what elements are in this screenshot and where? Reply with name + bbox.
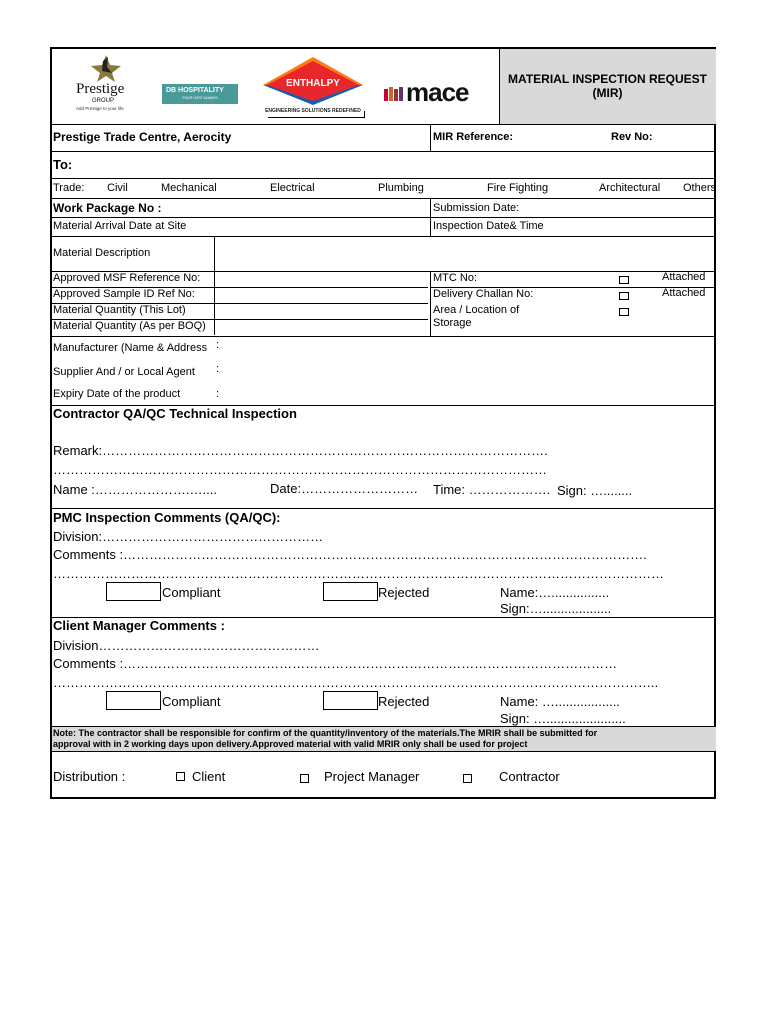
quantity-boq-label: Material Quantity (As per BOQ) bbox=[53, 320, 206, 332]
mace-logo: mace bbox=[384, 79, 489, 107]
distribution-pm-label: Project Manager bbox=[324, 769, 420, 784]
challan-attached-checkbox[interactable] bbox=[619, 292, 629, 300]
quantity-lot-label: Material Quantity (This Lot) bbox=[53, 304, 186, 316]
trade-electrical[interactable]: Electrical bbox=[270, 182, 315, 194]
client-rejected-label: Rejected bbox=[378, 694, 430, 709]
client-section-title: Client Manager Comments : bbox=[53, 618, 225, 633]
pmc-rejected-label: Rejected bbox=[378, 585, 430, 600]
form-title: MATERIAL INSPECTION REQUEST (MIR) bbox=[508, 72, 707, 100]
client-division[interactable]: Division…………………………………………… bbox=[53, 638, 320, 653]
material-description-field[interactable] bbox=[215, 237, 715, 271]
sample-id-label: Approved Sample ID Ref No: bbox=[53, 288, 195, 300]
distribution-client-checkbox[interactable] bbox=[176, 772, 185, 781]
area-checkbox[interactable] bbox=[619, 308, 629, 316]
area-location-label: Area / Location of Storage bbox=[433, 304, 520, 329]
mtc-attached-label: Attached bbox=[662, 271, 706, 283]
contractor-time[interactable]: Time: ………………. bbox=[433, 482, 551, 497]
client-compliant-box[interactable] bbox=[106, 691, 161, 710]
delivery-challan-label: Delivery Challan No: bbox=[433, 288, 534, 300]
trade-civil[interactable]: Civil bbox=[107, 182, 128, 194]
pmc-division[interactable]: Division:…………………………………………… bbox=[53, 529, 324, 544]
contractor-section-title: Contractor QA/QC Technical Inspection bbox=[53, 406, 297, 421]
client-compliant-label: Compliant bbox=[162, 694, 221, 709]
pmc-name[interactable]: Name:…................ bbox=[500, 585, 610, 600]
distribution-pm-checkbox[interactable] bbox=[300, 774, 309, 783]
enthalpy-logo: ENTHALPY ENGINEERING SOLUTIONS REDEFINED bbox=[257, 55, 369, 117]
trade-fire-fighting[interactable]: Fire Fighting bbox=[487, 182, 549, 194]
client-comments-line2[interactable]: ………………………………………………………………………………………………………………………….. bbox=[53, 675, 659, 690]
client-name[interactable]: Name: ….................. bbox=[500, 694, 620, 709]
contractor-remark-line2[interactable]: …………………………………………………………………………………………………… bbox=[53, 462, 547, 477]
client-comments[interactable]: Comments :…………………………………………………………………………………………………… bbox=[53, 656, 618, 671]
submission-date-label: Submission Date: bbox=[433, 202, 520, 214]
rev-no-label: Rev No: bbox=[611, 131, 653, 143]
pmc-compliant-label: Compliant bbox=[162, 585, 221, 600]
distribution-label: Distribution : bbox=[53, 769, 126, 784]
contractor-name[interactable]: Name :………………….….... bbox=[53, 482, 217, 497]
pmc-comments[interactable]: Comments :…………………………………………………………………………………………………………. bbox=[53, 547, 647, 562]
arrival-date-label: Material Arrival Date at Site bbox=[53, 220, 187, 232]
pmc-rejected-box[interactable] bbox=[323, 582, 378, 601]
distribution-contractor-label: Contractor bbox=[499, 769, 560, 784]
mtc-attached-checkbox[interactable] bbox=[619, 276, 629, 284]
trade-others[interactable]: Others bbox=[683, 182, 717, 194]
manufacturer-label: Manufacturer (Name & Address bbox=[53, 342, 208, 354]
trade-architectural[interactable]: Architectural bbox=[599, 182, 661, 194]
contractor-remark[interactable]: Remark:…………………………………………………………………………………………. bbox=[53, 443, 548, 458]
contractor-date[interactable]: Date:……………………… bbox=[270, 481, 419, 496]
trade-label: Trade: bbox=[53, 182, 85, 194]
work-package-label: Work Package No : bbox=[53, 201, 162, 215]
pmc-sign[interactable]: Sign:…................... bbox=[500, 601, 612, 616]
client-rejected-box[interactable] bbox=[323, 691, 378, 710]
contractor-sign[interactable]: Sign: …........ bbox=[557, 483, 633, 498]
mtc-no-label: MTC No: bbox=[433, 272, 477, 284]
material-description-label: Material Description bbox=[53, 247, 151, 259]
mir-form: MATERIAL INSPECTION REQUEST (MIR) Prestige GROUP Add Prestige to your life DB HOSPITALITY YOUR HOST ALWAYS ENTHALPY ENGINEERING SOLUTIONS REDEFINED mace Prestige Trade Centre, Aerocity MIR Reference: Rev No: To: Trade: Civil Mechanical Electrical Plumbing Fire Fighting Architectural Others Work Package No : Submission Date: Material Arrival Date at Site Inspection Date& Time Material Description Approved MSF Reference No: Approved Sample ID Ref No: Material Quantity (This Lot) Material Quantity (As per BOQ) MTC No: Attached Delivery Challan No: Attached Area / Location of Storage Manufacturer (Name & Address : Supplier And / or Local Agent : Expiry Date of the product : Contractor QA/QC Technical Inspection Remark:…………………………………………………………………………………………. …………………………………………………………………………………………………… Name :………………….….... Date:……………………… Time: ………………. Sign: …........ PMC Inspection Comments (QA/QC): Division:…………………………………………… Comments :…………………………………………………………………………………………………………. …………………………………………………………………………………………………………………………… Compliant Rejected Name:…................ Sign:…................... Client Manager Comments : Division…………………………………………… Comments :…………………………………………………………………………………………………… ………………………………………………………………………………………………………………………….. Compliant Rejected Name: ….................. Sign: …...................... Note: The contractor shall be responsible for confirm of the quantity/inventory of the materials.The MRIR shall be submitted for approval with in 2 working days upon delivery.Approved material with valid MRIR only shall be used for project Distribution : Client Project Manager Contractor bbox=[50, 47, 716, 799]
mir-reference-label: MIR Reference: bbox=[433, 131, 514, 143]
pmc-comments-line2[interactable]: …………………………………………………………………………………………………………………………… bbox=[53, 566, 664, 581]
db-hospitality-logo: DB HOSPITALITY YOUR HOST ALWAYS bbox=[162, 84, 238, 104]
pmc-compliant-box[interactable] bbox=[106, 582, 161, 601]
trade-mechanical[interactable]: Mechanical bbox=[161, 182, 217, 194]
supplier-label: Supplier And / or Local Agent bbox=[53, 366, 195, 378]
inspection-datetime-label: Inspection Date& Time bbox=[433, 220, 544, 232]
to-label: To: bbox=[53, 157, 73, 172]
prestige-logo: Prestige GROUP Add Prestige to your life bbox=[74, 53, 138, 117]
expiry-label: Expiry Date of the product bbox=[53, 388, 181, 400]
distribution-client-label: Client bbox=[192, 769, 226, 784]
note-text: Note: The contractor shall be responsible for confirm of the quantity/inventory of the materials.The MRIR shall be submitted for approval with in 2 working days upon delivery.Approved material with valid MRIR only shall be used for project bbox=[53, 728, 598, 749]
client-sign[interactable]: Sign: …...................... bbox=[500, 711, 626, 726]
distribution-contractor-checkbox[interactable] bbox=[463, 774, 472, 783]
msf-reference-label: Approved MSF Reference No: bbox=[53, 272, 201, 284]
pmc-section-title: PMC Inspection Comments (QA/QC): bbox=[53, 510, 281, 525]
trade-plumbing[interactable]: Plumbing bbox=[378, 182, 424, 194]
project-name: Prestige Trade Centre, Aerocity bbox=[53, 130, 232, 144]
challan-attached-label: Attached bbox=[662, 287, 706, 299]
